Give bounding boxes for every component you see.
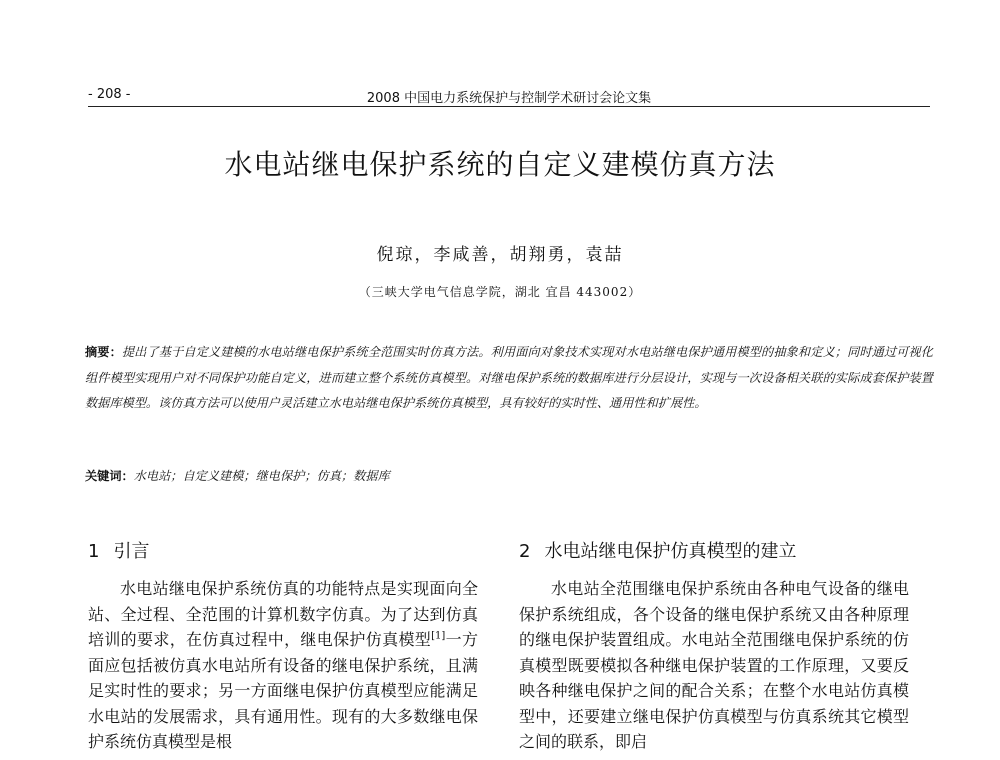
abstract-text: 提出了基于自定义建模的水电站继电保护系统全范围实时仿真方法。利用面向对象技术实现对水电站继电保护通用模型的抽象和定义；同时通过可视化组件模型实现用户对不同保护功能自定义，进而建立整个系统仿真模型。对继电保护系统的数据库进行分层设计，实现与一次设备相关联的实际成套保护装置数据库模型。该仿真方法可以使用户灵活建立水电站继电保护系统仿真模型，具有较好的实时性、通用性和扩展性。: [85, 345, 933, 410]
abstract: [85, 340, 933, 417]
section-1-body: [88, 576, 478, 755]
section-1-heading: [88, 537, 149, 563]
proceedings-title: 2008 中国电力系统保护与控制学术研讨会论文集: [366, 91, 652, 106]
section-2-body: 水电站全范围继电保护系统由各种电气设备的继电保护系统组成，各个设备的继电保护系统又由各种原理的继电保护装置组成。水电站全范围继电保护系统的仿真模型既要模拟各种继电保护装置的工作原理，又要反映各种继电保护之间的配合关系；在整个水电站仿真模型中，还要建立继电保护仿真模型与仿真系统其它模型之间的联系，即启: [519, 579, 909, 751]
author-affiliation: （三峡大学电气信息学院，湖北 宜昌 443002）: [358, 285, 642, 299]
section-2-title: 水电站继电保护仿真模型的建立: [544, 541, 797, 562]
citation-ref: [1]: [431, 630, 446, 642]
section-1-text-b: 一方面应包括被仿真水电站所有设备的继电保护系统，且满足实时性的要求；另一方面继电保护仿真模型应能满足水电站的发展需求，具有通用性。现有的大多数继电保护系统仿真模型是根: [88, 630, 478, 751]
section-1-title: 引言: [113, 541, 150, 562]
running-header: [88, 86, 930, 107]
author-list: 倪琼，李咸善，胡翔勇，袁喆: [376, 245, 624, 265]
keywords-text: 水电站；自定义建模；继电保护；仿真；数据库: [133, 469, 390, 483]
abstract-label: 摘要：: [85, 345, 122, 359]
section-2-number: 2: [519, 541, 531, 562]
page-number: - 208 -: [88, 87, 131, 102]
section-1-number: 1: [88, 541, 100, 562]
section-2-heading: [519, 537, 796, 563]
section-1-text-a: 水电站继电保护系统仿真的功能特点是实现面向全站、全过程、全范围的计算机数字仿真。为了达到仿真培训的要求，在仿真过程中，继电保护仿真模型: [88, 579, 478, 649]
keywords: [85, 466, 933, 486]
keywords-label: 关键词：: [85, 469, 134, 483]
paper-title: 水电站继电保护系统的自定义建模仿真方法: [224, 148, 776, 181]
